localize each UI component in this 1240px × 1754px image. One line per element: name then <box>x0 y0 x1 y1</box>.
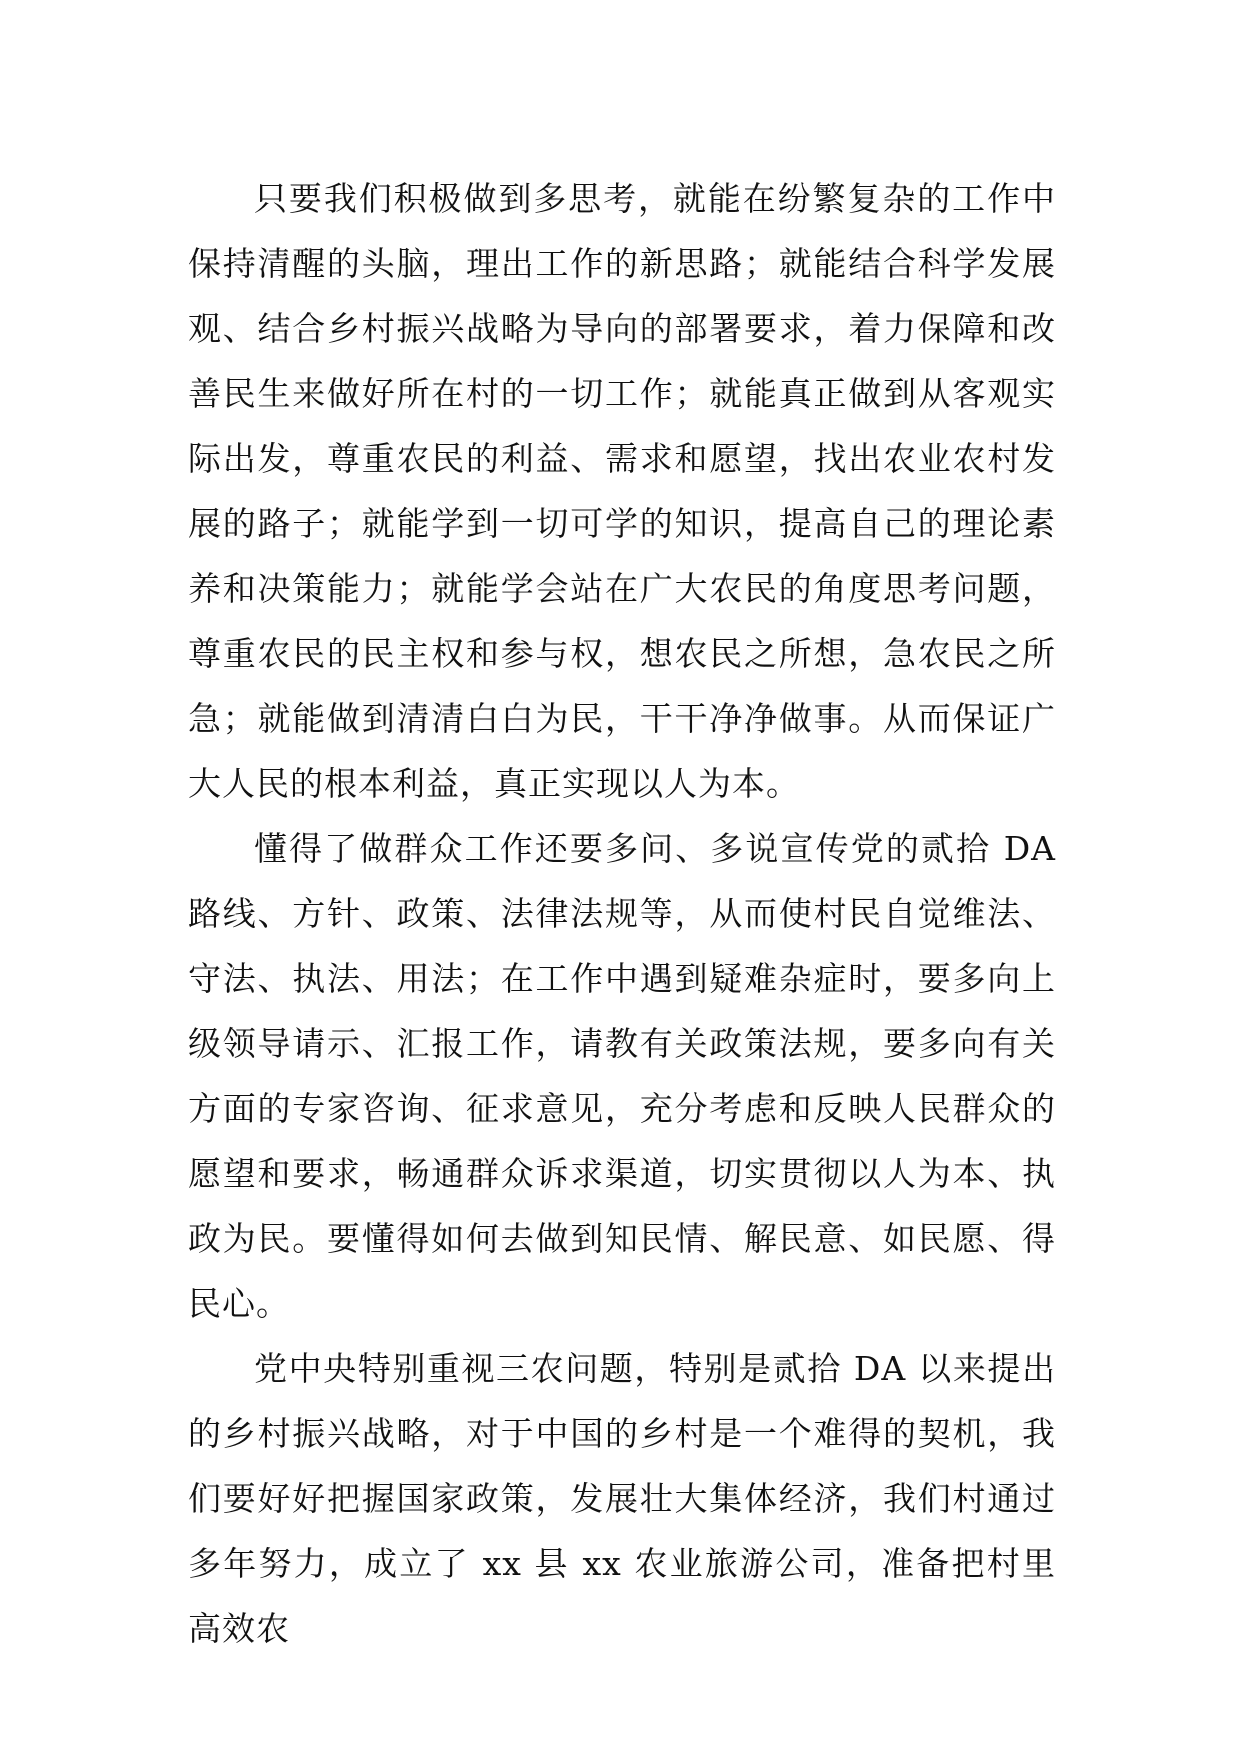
paragraph-3: 党中央特别重视三农问题，特别是贰拾 DA 以来提出的乡村振兴战略，对于中国的乡村是一个难得的契机，我们要好好把握国家政策，发展壮大集体经济，我们村通过多年努力，成立了 xx 县 xx 农业旅游公司，准备把村里高效农 <box>188 1349 1056 1648</box>
paragraph-1: 只要我们积极做到多思考，就能在纷繁复杂的工作中保持清醒的头脑，理出工作的新思路；就能结合科学发展观、结合乡村振兴战略为导向的部署要求，着力保障和改善民生来做好所在村的一切工作；就能真正做到从客观实际出发，尊重农民的利益、需求和愿望，找出农业农村发展的路子；就能学到一切可学的知识，提高自己的理论素养和决策能力；就能学会站在广大农民的角度思考问题，尊重农民的民主权和参与权，想农民之所想，急农民之所急；就能做到清清白白为民，干干净净做事。从而保证广大人民的根本利益，真正实现以人为本。 <box>188 179 1056 803</box>
paragraph-2: 懂得了做群众工作还要多问、多说宣传党的贰拾 DA 路线、方针、政策、法律法规等，从而使村民自觉维法、守法、执法、用法；在工作中遇到疑难杂症时，要多向上级领导请示、汇报工作，请教有关政策法规，要多向有关方面的专家咨询、征求意见，充分考虑和反映人民群众的愿望和要求，畅通群众诉求渠道，切实贯彻以人为本、执政为民。要懂得如何去做到知民情、解民意、如民愿、得民心。 <box>188 829 1056 1323</box>
document-body <box>188 166 1056 1661</box>
